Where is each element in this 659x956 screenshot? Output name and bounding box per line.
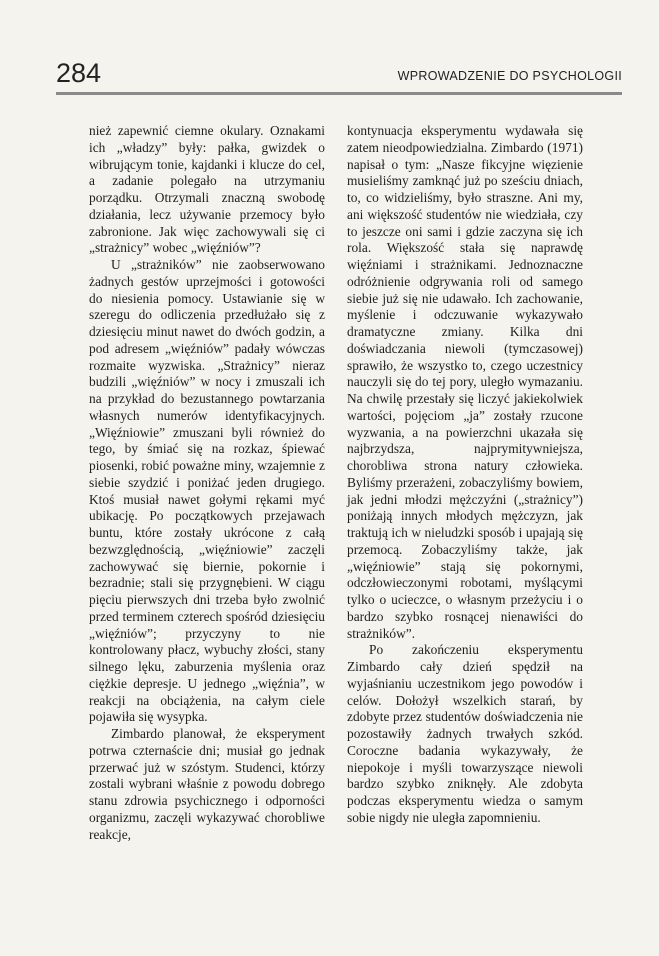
right-paragraph-1: kontynuacja eksperymentu wydawała się zatem nieodpowiedzialna. Zimbardo (1971) napisał o tym: „Nasze fikcyjne więzienie musieliśmy zamknąć już po sześciu dniach, to, co widzieliśmy, było straszne. Ani my, ani większość studentów nie wiedziała, czy to jeszcze oni sami i gdzie zaczyna się ich rola. Większość stała się naprawdę więźniami i strażnikami. Jednoznaczne odróżnienie odgrywania roli od samego siebie już się nie udawało. Ich zachowanie, myślenie i odczuwanie wykazywało dramatyczne zmiany. Kilka dni doświadczania niewoli (tymczasowej) sprawiło, że wszystko to, czego uczestnicy nauczyli się do tej pory, uległo wymazaniu. Na chwilę przestały się liczyć jakiekolwiek wartości, pojęciom „ja” zostały rzucone wyzwania, a na powierzchni ukazała się najbrzydsza, najprymitywniejsza, chorobliwa strona natury człowieka. Byliśmy przerażeni, zobaczyliśmy bowiem, jak jedni młodzi mężczyźni („strażnicy”) poniżają innych młodych mężczyzn, jak traktują ich w nieludzki sposób i upajają się przemocą. Zobaczyliśmy także, jak „więźniowie” stają się pokornymi, odczłowieczonymi robotami, myślącymi tylko o ucieczce, o własnym przeżyciu i o bardzo szybko rosnącej nienawiści do strażników”. bbox=[347, 123, 583, 641]
page-number: 284 bbox=[56, 58, 102, 88]
right-paragraph-2: Po zakończeniu eksperymentu Zimbardo cały dzień spędził na wyjaśnianiu uczestnikom jego powodów i celów. Dołożył wszelkich starań, by zdobyte przez studentów doświadczenia nie pozostawiły żadnych trwałych szkód. Coroczne badania wykazywały, że niepokoje i myśli towarzyszące niewoli bardzo szybko zniknęły. Ale zdobyta podczas eksperymentu wiedza o samym sobie nigdy nie uległa zapomnieniu. bbox=[347, 642, 583, 825]
left-paragraph-2: U „strażników” nie zaobserwowano żadnych gestów uprzejmości i gotowości do niesienia pomocy. Ustawianie się w szeregu do odliczenia przedłużało się z dziesięciu minut nawet do dwóch godzin, a pod adresem „więźniów” padały wówczas rozmaite wyzwiska. „Strażnicy” nieraz budzili „więźniów” w nocy i zmuszali ich na przykład do bezustannego powtarzania własnych numerów identyfikacyjnych. „Więźniowie” zmuszani byli również do tego, by śmiać się na rozkaz, śpiewać piosenki, robić poważne miny, wzajemnie z siebie szydzić i poniżać jeden drugiego. Ktoś musiał nawet gołymi rękami myć ubikację. Po początkowych przejawach buntu, które zostały ukrócone z całą bezwzględnością, „więźniowie” zaczęli zachowywać się biernie, pokornie i bezradnie; stali się przygnębieni. W ciągu pięciu pierwszych dni trzeba było zwolnić przed terminem czterech spośród dziesięciu „więźniów”; przyczyny to nie kontrolowany płacz, wybuchy złości, stany silnego lęku, zaburzenia myślenia oraz ciężkie depresje. U jednego „więźnia”, w reakcji na obciążenia, na całym ciele pojawiła się wysypka. bbox=[89, 257, 325, 725]
running-title: WPROWADZENIE DO PSYCHOLOGII bbox=[397, 69, 622, 83]
left-paragraph-3: Zimbardo planował, że eksperyment potrwa czternaście dni; musiał go jednak przerwać już w szóstym. Studenci, którzy zostali wybrani właśnie z powodu dobrego stanu zdrowia psychicznego i odporności organizmu, zaczęli wykazywać chorobliwe reakcje, bbox=[89, 726, 325, 842]
right-column bbox=[347, 123, 583, 827]
header-rule bbox=[56, 92, 622, 95]
left-column bbox=[89, 123, 325, 843]
left-paragraph-1: nież zapewnić ciemne okulary. Oznakami ich „władzy” były: pałka, gwizdek o wibrującym tonie, kajdanki i klucze do cel, a zadanie polegało na utrzymaniu porządku. Otrzymali znaczną swobodę działania, lecz używanie przemocy było zabronione. Jak więc zachowywali się ci „strażnicy” wobec „więźniów”? bbox=[89, 123, 325, 256]
page-header bbox=[56, 58, 622, 88]
